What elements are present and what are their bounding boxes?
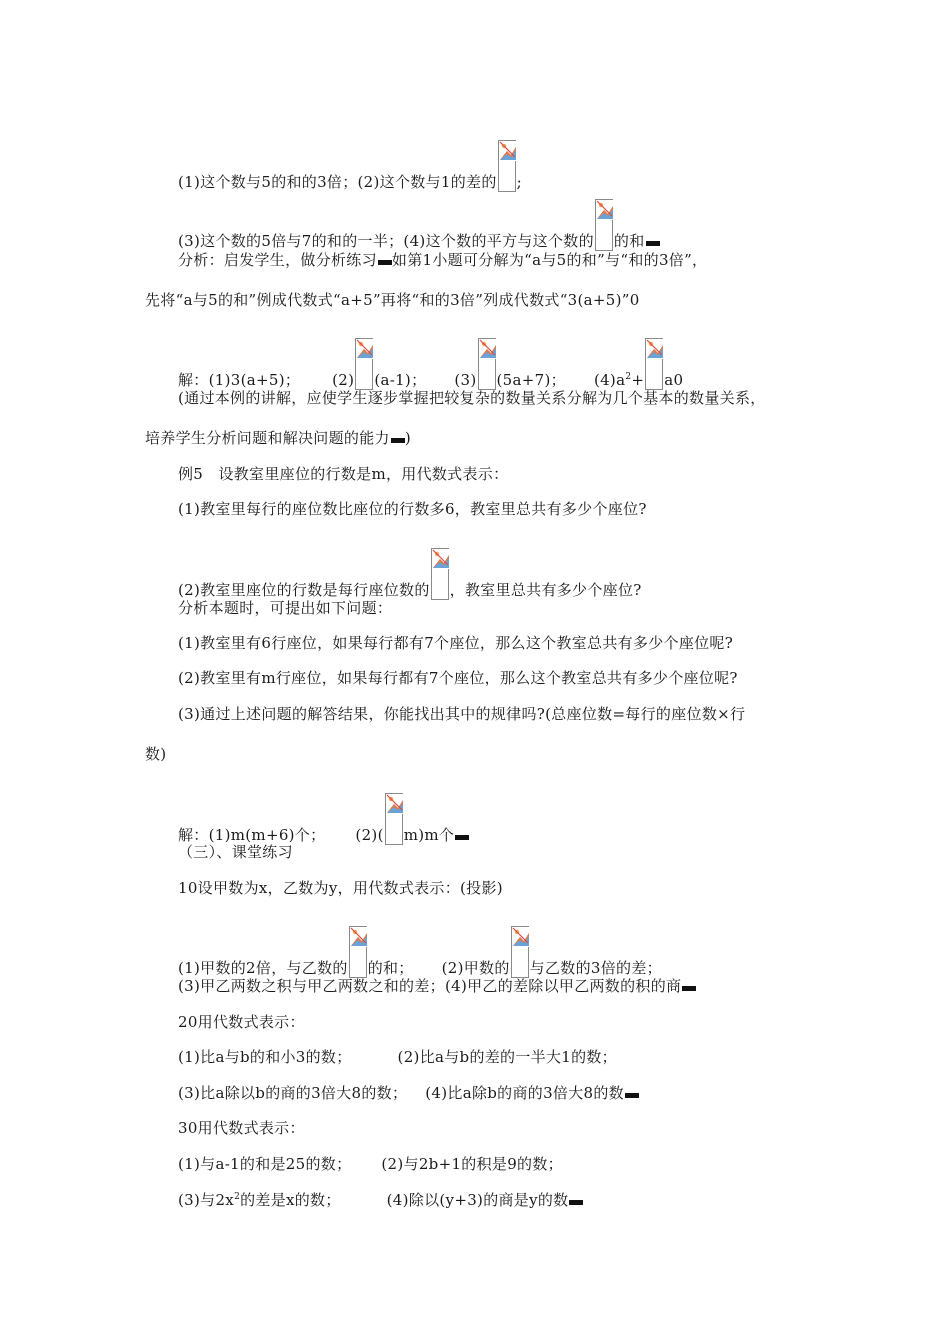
- text-line: [178, 668, 738, 688]
- text-segment: (3)这个数的5倍与7的和的一半；(4)这个数的平方与这个数的: [178, 232, 594, 250]
- text-segment: (2)教室里有m行座位，如果每行都有7个座位，那么这个教室总共有多少个座位呢?: [178, 669, 738, 687]
- text-line: [178, 548, 642, 600]
- text-line: [178, 633, 733, 653]
- text-line: [178, 199, 660, 251]
- text-line: [145, 290, 640, 310]
- text-segment: (1)教室里每行的座位数比座位的行数多6，教室里总共有多少个座位?: [178, 500, 647, 518]
- black-mark: [646, 241, 660, 246]
- text-line: [178, 1190, 583, 1210]
- text-segment: 解：(1)3(a+5)；: [178, 371, 301, 389]
- text-segment: (3)甲乙两数之积与甲乙两数之和的差；(4)甲乙的差除以甲乙两数的积的商: [178, 977, 682, 995]
- text-segment: (2): [332, 371, 355, 389]
- text-line: [178, 464, 508, 484]
- black-mark: [391, 438, 405, 443]
- text-line: [178, 140, 522, 192]
- text-segment: (3): [454, 371, 477, 389]
- text-segment: (4)a: [593, 371, 626, 389]
- text-segment: (2)教室里座位的行数是每行座位数的: [178, 581, 430, 599]
- text-segment: (2)与2b+1的积是9的数；: [381, 1155, 563, 1173]
- text-segment: (4)除以(y+3)的商是y的数: [386, 1191, 569, 1209]
- text-segment: (4)比a除b的商的3倍大8的数: [425, 1084, 624, 1102]
- text-segment: (3)与2x: [178, 1191, 235, 1209]
- black-mark: [378, 260, 392, 265]
- text-line: [178, 878, 503, 898]
- text-line: [178, 499, 647, 519]
- text-segment: 20用代数式表示：: [178, 1013, 305, 1031]
- text-segment: (1)与a-1的和是25的数；: [178, 1155, 352, 1173]
- text-segment: (5a+7)；: [496, 371, 566, 389]
- text-segment: ，教室里总共有多少个座位?: [449, 581, 642, 599]
- image-placeholder-icon: [498, 140, 516, 192]
- text-segment: m)m个: [403, 826, 455, 844]
- text-segment: (3)通过上述问题的解答结果，你能找出其中的规律吗?(总座位数=每行的座位数×行: [178, 705, 746, 723]
- text-segment: (2)比a与b的差的一半大1的数；: [397, 1048, 617, 1066]
- black-mark: [569, 1200, 583, 1205]
- text-segment: (3)比a除以b的商的3倍大8的数；: [178, 1084, 408, 1102]
- text-line: [145, 428, 411, 448]
- image-placeholder-icon: [355, 338, 373, 390]
- text-segment: （三）、课堂练习: [178, 843, 293, 861]
- text-line: [178, 926, 662, 978]
- text-segment: (1)比a与b的和小3的数；: [178, 1048, 352, 1066]
- text-segment: ;: [516, 173, 522, 191]
- section-heading: [178, 842, 293, 862]
- image-placeholder-icon: [511, 926, 529, 978]
- text-segment: 培养学生分析问题和解决问题的能力: [145, 429, 390, 447]
- text-segment: ): [404, 429, 411, 447]
- text-line: [178, 1154, 563, 1174]
- text-line: [178, 704, 745, 724]
- text-line: [178, 1083, 639, 1103]
- black-mark: [682, 986, 696, 991]
- text-line: [178, 338, 683, 390]
- text-line: [178, 388, 766, 408]
- text-segment: 的和: [613, 232, 645, 250]
- text-segment: 如第1小题可分解为“a与5的和”与“和的3倍”，: [391, 251, 708, 269]
- image-placeholder-icon: [595, 199, 613, 251]
- text-segment: 数): [145, 745, 167, 763]
- text-segment: (a-1)；: [374, 371, 427, 389]
- text-segment: 先将“a与5的和”例成代数式“a+5”再将“和的3倍”列成代数式“3(a+5)”0: [145, 291, 640, 309]
- text-segment: 的和；: [367, 959, 414, 977]
- black-mark: [625, 1093, 639, 1098]
- text-line: [145, 744, 166, 764]
- text-line: [178, 976, 696, 996]
- text-segment: 分析本题时，可提出如下问题：: [178, 599, 393, 617]
- text-segment: 10设甲数为x，乙数为y，用代数式表示：(投影): [178, 879, 503, 897]
- black-mark: [455, 835, 469, 840]
- superscript: 2: [234, 1192, 241, 1202]
- text-segment: (1)这个数与5的和的3倍；(2)这个数与1的差的: [178, 173, 497, 191]
- text-segment: 与乙数的3倍的差；: [529, 959, 662, 977]
- image-placeholder-icon: [478, 338, 496, 390]
- text-segment: 分析：启发学生，做分析练习: [178, 251, 377, 269]
- text-segment: 的差是x的数；: [240, 1191, 341, 1209]
- text-segment: (2)甲数的: [441, 959, 510, 977]
- text-segment: 例5 设教室里座位的行数是m，用代数式表示：: [178, 465, 509, 483]
- text-line: [178, 598, 392, 618]
- text-line: [178, 793, 469, 845]
- text-line: [178, 1118, 305, 1138]
- text-segment: (通过本例的讲解，应使学生逐步掌握把较复杂的数量关系分解为几个基本的数量关系，: [178, 389, 766, 407]
- text-segment: (2)(: [355, 826, 384, 844]
- text-segment: 解：(1)m(m+6)个；: [178, 826, 326, 844]
- text-line: [178, 1047, 617, 1067]
- image-placeholder-icon: [645, 338, 663, 390]
- text-line: [178, 1012, 305, 1032]
- text-segment: a0: [664, 371, 684, 389]
- superscript: 2: [625, 372, 632, 382]
- text-segment: 30用代数式表示：: [178, 1119, 305, 1137]
- image-placeholder-icon: [385, 793, 403, 845]
- image-placeholder-icon: [349, 926, 367, 978]
- text-line: [178, 250, 707, 270]
- text-segment: (1)教室里有6行座位，如果每行都有7个座位，那么这个教室总共有多少个座位呢?: [178, 634, 734, 652]
- image-placeholder-icon: [431, 548, 449, 600]
- text-segment: (1)甲数的2倍，与乙数的: [178, 959, 348, 977]
- text-segment: +: [631, 371, 645, 389]
